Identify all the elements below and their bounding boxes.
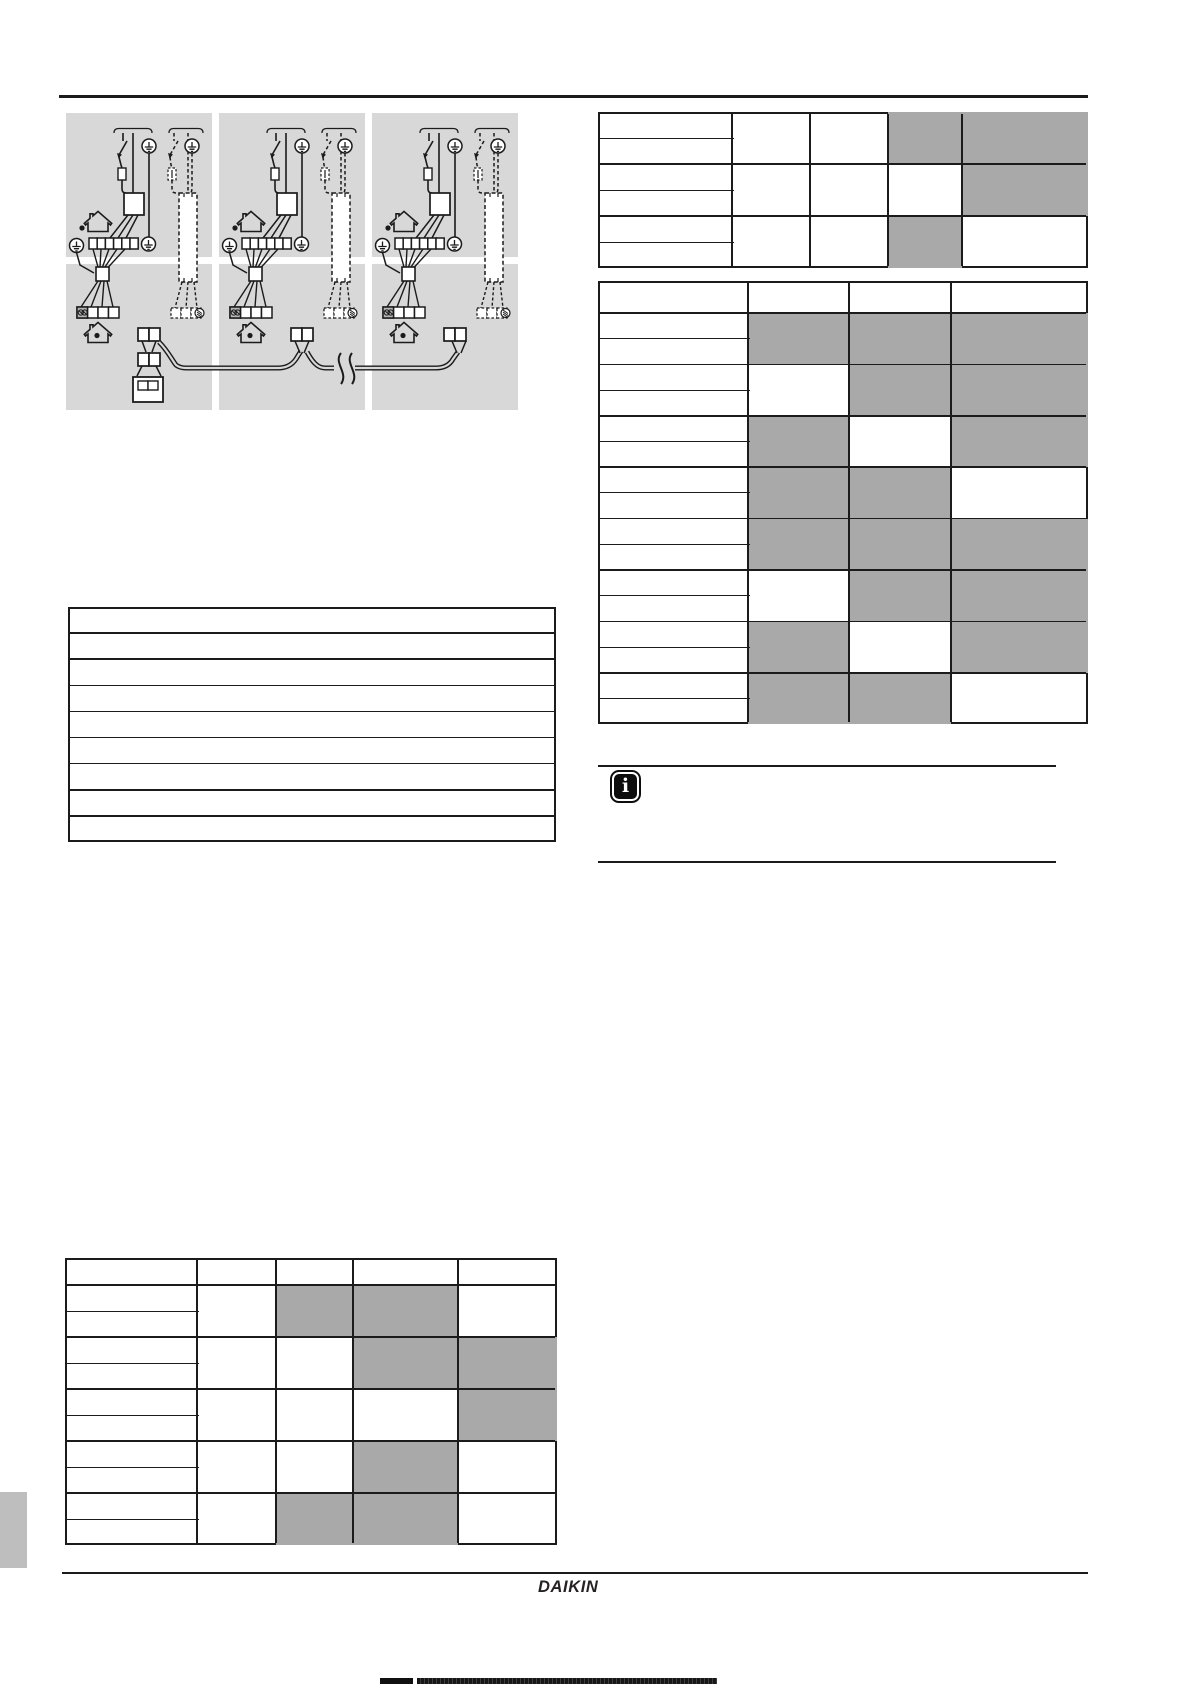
subrow-divider <box>600 698 750 699</box>
shaded-cell <box>951 416 1088 467</box>
shaded-cell <box>888 216 962 268</box>
table-grid-line <box>352 1260 354 1543</box>
table-grid-line <box>70 737 554 739</box>
shaded-cell <box>849 313 951 364</box>
shaded-cell <box>849 364 951 415</box>
table-grid-line <box>70 815 554 817</box>
daikin-logo: DAIKIN <box>538 1578 599 1596</box>
shaded-cell <box>276 1285 353 1337</box>
table-grid-line <box>600 518 1086 520</box>
table-grid-line <box>275 1260 277 1543</box>
table-grid-line <box>600 312 1086 314</box>
table-grid-line <box>67 1388 555 1390</box>
shaded-cell <box>849 570 951 621</box>
table-grid-line <box>70 763 554 765</box>
print-code-bar-start <box>380 1678 413 1684</box>
table-right-main <box>598 281 1088 724</box>
table-grid-line <box>67 1440 555 1442</box>
subrow-divider <box>600 647 750 648</box>
table-grid-line <box>809 114 811 266</box>
shaded-cell <box>276 1493 353 1545</box>
subrow-divider <box>67 1311 199 1312</box>
subrow-divider <box>67 1519 199 1520</box>
table-grid-line <box>70 685 554 687</box>
shaded-cell <box>849 519 951 570</box>
table-grid-line <box>887 114 889 266</box>
subrow-divider <box>600 441 750 442</box>
shaded-cell <box>962 112 1088 164</box>
subrow-divider <box>67 1467 199 1468</box>
top-rule <box>59 95 1088 98</box>
shaded-cell <box>951 621 1088 672</box>
shaded-cell <box>353 1441 458 1493</box>
subrow-divider <box>600 190 734 191</box>
subrow-divider <box>67 1415 199 1416</box>
shaded-cell <box>962 164 1088 216</box>
shaded-cell <box>888 112 962 164</box>
shaded-cell <box>458 1389 557 1441</box>
table-grid-line <box>848 283 850 722</box>
table-grid-line <box>67 1336 555 1338</box>
shaded-cell <box>353 1285 458 1337</box>
subrow-divider <box>600 338 750 339</box>
table-grid-line <box>67 1492 555 1494</box>
shaded-cell <box>951 364 1088 415</box>
page-edge-tab <box>0 1492 27 1568</box>
print-code-bar <box>417 1678 717 1684</box>
shaded-cell <box>849 673 951 724</box>
shaded-cell <box>748 416 849 467</box>
info-note-top-rule <box>598 765 1056 767</box>
subrow-divider <box>600 544 750 545</box>
info-note-bottom-rule <box>598 861 1056 863</box>
table-bottom-left <box>65 1258 557 1545</box>
shaded-cell <box>951 570 1088 621</box>
info-icon <box>610 770 641 803</box>
table-grid-line <box>600 569 1086 571</box>
table-grid-line <box>70 658 554 660</box>
shaded-cell <box>748 519 849 570</box>
table-grid-line <box>196 1260 198 1543</box>
shaded-cell <box>353 1493 458 1545</box>
shaded-cell <box>748 673 849 724</box>
shaded-cell <box>748 467 849 518</box>
table-grid-line <box>747 283 749 722</box>
table-grid-line <box>600 621 1086 623</box>
shaded-cell <box>951 519 1088 570</box>
shaded-cell <box>353 1337 458 1389</box>
table-grid-line <box>600 215 1086 217</box>
shaded-cell <box>748 621 849 672</box>
table-grid-line <box>457 1260 459 1543</box>
table-grid-line <box>961 114 963 266</box>
table-grid-line <box>70 789 554 791</box>
table-grid-line <box>600 364 1086 366</box>
footer-rule <box>62 1572 1088 1574</box>
shaded-cell <box>849 467 951 518</box>
table-grid-line <box>950 283 952 722</box>
wiring-diagram <box>62 113 522 413</box>
table-grid-line <box>600 672 1086 674</box>
info-icon-glyph: i <box>614 774 637 799</box>
table-grid-line <box>70 632 554 634</box>
subrow-divider <box>600 492 750 493</box>
shaded-cell <box>748 313 849 364</box>
subrow-divider <box>600 242 734 243</box>
table-grid-line <box>600 415 1086 417</box>
subrow-divider <box>67 1363 199 1364</box>
subrow-divider <box>600 138 734 139</box>
table-top-right <box>598 112 1088 268</box>
shaded-cell <box>951 313 1088 364</box>
subrow-divider <box>600 390 750 391</box>
table-left-list <box>68 607 556 842</box>
shaded-cell <box>458 1337 557 1389</box>
subrow-divider <box>600 595 750 596</box>
table-grid-line <box>600 466 1086 468</box>
table-grid-line <box>600 163 1086 165</box>
table-grid-line <box>67 1284 555 1286</box>
table-grid-line <box>70 711 554 713</box>
